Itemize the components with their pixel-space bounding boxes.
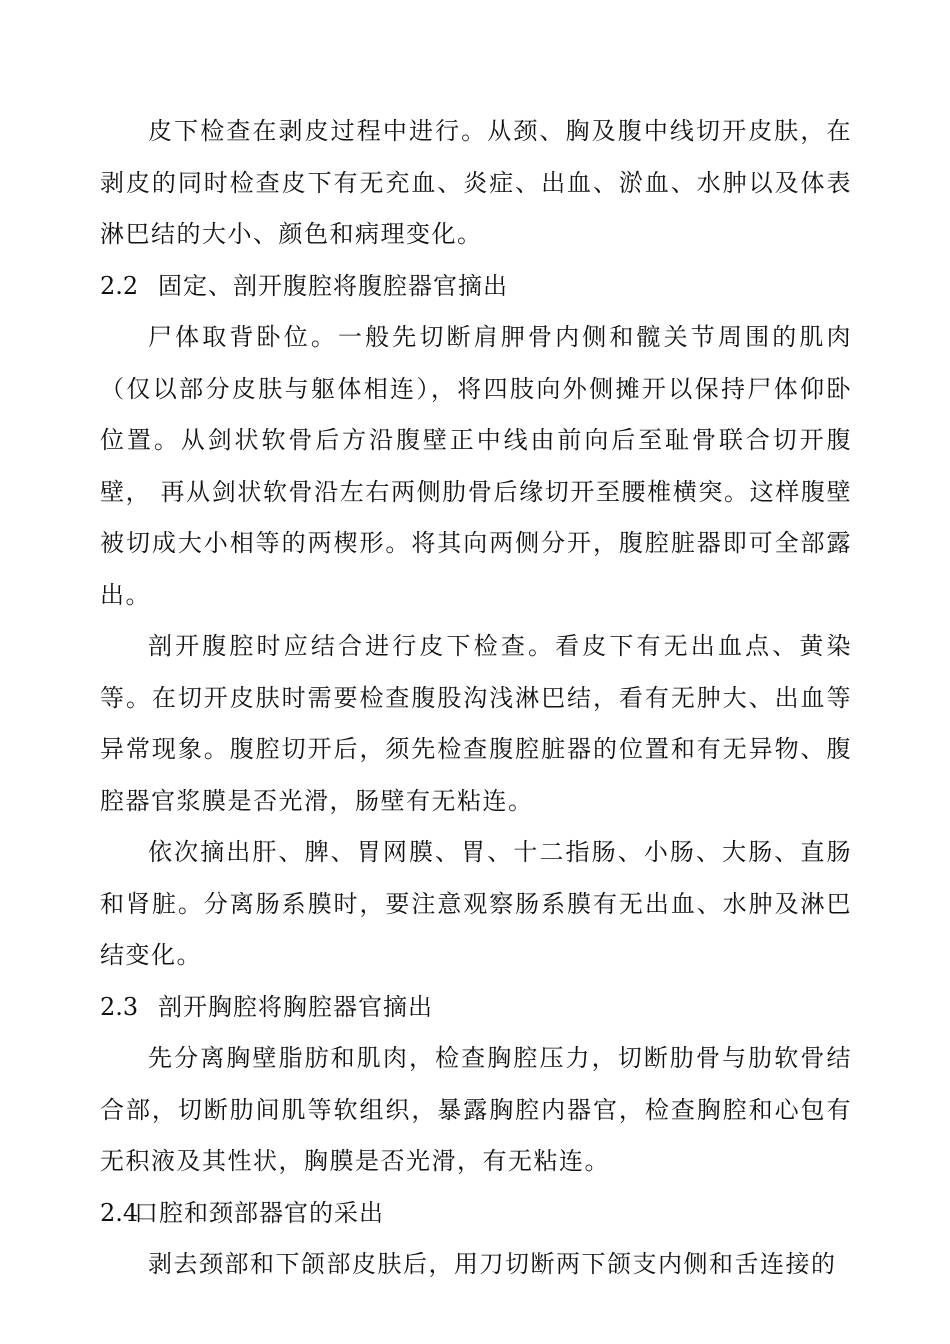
section-title: 剖开胸腔将胸腔器官摘出	[158, 992, 433, 1021]
document-body	[100, 106, 852, 1291]
section-number: 2.3	[100, 992, 139, 1021]
paragraph-subcutaneous-exam: 皮下检查在剥皮过程中进行。从颈、胸及腹中线切开皮肤，在剥皮的同时检查皮下有无充血、炎症、出血、淤血、水肿以及体表淋巴结的大小、颜色和病理变化。	[100, 117, 852, 248]
section-title: 固定、剖开腹腔将腹腔器官摘出	[158, 271, 508, 300]
section-heading-2-2	[100, 261, 852, 313]
section-number: 2.2	[100, 271, 139, 300]
paragraph-body-position: 尸体取背卧位。一般先切断肩胛骨内侧和髋关节周围的肌肉（仅以部分皮肤与躯体相连），将四肢向外侧摊开以保持尸体仰卧位置。从剑状软骨后方沿腹壁正中线由前向后至耻骨联合切开腹壁， 再从剑状软骨沿左右两侧肋骨后缘切开至腰椎横突。这样腹壁被切成大小相等的两楔形。将其向两侧分开，腹腔脏器即可全部露出。	[100, 323, 852, 609]
paragraph-neck-organs: 剥去颈部和下颌部皮肤后，用刀切断两下颌支内侧和舌连接的	[148, 1250, 837, 1278]
section-title: 口腔和颈部器官的采出	[134, 1198, 384, 1227]
paragraph-abdomen-opening: 剖开腹腔时应结合进行皮下检查。看皮下有无出血点、黄染等。在切开皮肤时需要检查腹股沟浅淋巴结，看有无肿大、出血等异常现象。腹腔切开后，须先检查腹腔脏器的位置和有无异物、腹腔器官浆膜是否光滑，肠壁有无粘连。	[100, 632, 852, 815]
section-heading-2-4	[100, 1188, 852, 1240]
paragraph-chest-opening: 先分离胸壁脂肪和肌肉，检查胸腔压力，切断肋骨与肋软骨结合部，切断肋间肌等软组织，暴露胸腔内器官，检查胸腔和心包有无积液及其性状，胸膜是否光滑，有无粘连。	[100, 1044, 852, 1175]
paragraph-organ-removal: 依次摘出肝、脾、胃网膜、胃、十二指肠、小肠、大肠、直肠和肾脏。分离肠系膜时，要注意观察肠系膜有无出血、水肿及淋巴结变化。	[100, 838, 852, 969]
section-heading-2-3	[100, 982, 852, 1034]
section-number: 2.4	[100, 1198, 139, 1227]
